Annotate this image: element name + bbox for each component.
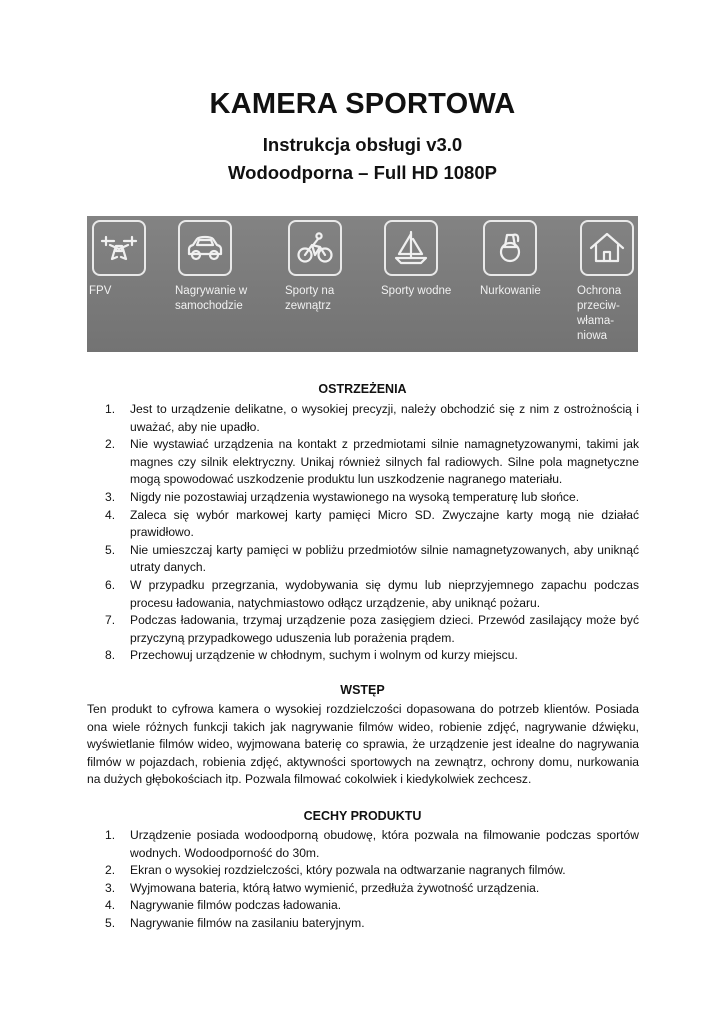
feature-label: Nagrywanie w samochodzie bbox=[175, 285, 248, 312]
feature-diving bbox=[478, 216, 568, 352]
car-icon bbox=[178, 220, 232, 276]
list-item: 6. W przypadku przegrzania, wydobywania się dymu lub nieprzyjemnego zapachu podczas procesu ładowania, natychmiastowo odłącz urządzenie, aby uniknąć pożaru. bbox=[105, 577, 639, 610]
manual-version-subtitle: Instrukcja obsługi v3.0 bbox=[262, 134, 463, 155]
list-item: 4. Nagrywanie filmów podczas ładowania. bbox=[105, 898, 342, 913]
feature-label: Sporty wodne bbox=[381, 285, 452, 297]
bicycle-icon bbox=[288, 220, 342, 276]
feature-car bbox=[173, 216, 263, 352]
drone-icon bbox=[92, 220, 146, 276]
feature-label: FPV bbox=[89, 285, 112, 297]
feature-label: Sporty na zewnątrz bbox=[285, 285, 335, 312]
list-item: 2. Nie wystawiać urządzenia na kontakt z przedmiotami silnie namagnetyzowanymi, takimi jak magnes czy silnik elektryczny. Unikaj również silnych fal radiowych. Silne pola magnetyczne mogą spowodować uszkodzenie produktu lun uszkodzenie nagranego materiału. bbox=[105, 437, 639, 487]
intro-heading: WSTĘP bbox=[340, 683, 385, 697]
list-item: 5. Nie umieszczaj karty pamięci w pobliżu przedmiotów silnie namagnetyzowanych, aby uniknąć utraty danych. bbox=[105, 542, 639, 575]
feature-fpv bbox=[87, 216, 177, 352]
house-icon bbox=[580, 220, 634, 276]
feature-home-security bbox=[575, 216, 665, 352]
diving-mask-icon bbox=[483, 220, 537, 276]
warnings-heading: OSTRZEŻENIA bbox=[318, 382, 407, 396]
warnings-list bbox=[87, 401, 639, 665]
feature-label: Ochrona przeciw- włama- niowa bbox=[577, 285, 622, 342]
list-item: 5. Nagrywanie filmów na zasilaniu bateryjnym. bbox=[105, 915, 365, 930]
list-item: 4. Zaleca się wybór markowej karty pamięci Micro SD. Zwyczajne karty mogą nie działać prawidłowo. bbox=[105, 507, 639, 540]
list-item: 7. Podczas ładowania, trzymaj urządzenie poza zasięgiem dzieci. Przewód zasilający może być przyczyną przypadkowego uduszenia lub porażenia prądem. bbox=[105, 613, 639, 645]
intro-paragraph: Ten produkt to cyfrowa kamera o wysokiej rozdzielczości dopasowana do potrzeb klientów. Posiada ona wiele różnych funkcji takich jak nagrywanie filmów wideo, robienie zdjęć, nagrywanie dźwięku, wyświetlanie filmów wideo, wyjmowana baterię co sprawia, że urządzenie jest idealne do nagrywania filmów w pojazdach, robienia zdjęć, aktywności sportowych na zewnątrz, ochrony domu, nurkowania na dużych głębokościach itp. Pozwala filmować cokolwiek i kiedykolwiek zechcesz. bbox=[87, 702, 639, 787]
usage-banner bbox=[87, 216, 638, 352]
list-item: 8. Przechowuj urządzenie w chłodnym, suchym i wolnym od kurzy miejscu. bbox=[105, 648, 518, 663]
list-item: 1. Urządzenie posiada wodoodporną obudowę, która pozwala na filmowanie podczas sportów wodnych. Wodoodporność do 30m. bbox=[105, 828, 639, 860]
list-item: 3. Wyjmowana bateria, którą łatwo wymienić, przedłuża żywotność urządzenia. bbox=[105, 880, 540, 895]
feature-outdoor-sports bbox=[283, 216, 373, 352]
document-title: KAMERA SPORTOWA bbox=[209, 88, 516, 120]
list-item: 3. Nigdy nie pozostawiaj urządzenia wystawionego na wysoką temperaturę lub słońce. bbox=[105, 489, 580, 504]
list-item: 2. Ekran o wysokiej rozdzielczości, który pozwala na odtwarzanie nagranych filmów. bbox=[105, 863, 566, 878]
sailboat-icon bbox=[384, 220, 438, 276]
feature-label: Nurkowanie bbox=[480, 285, 541, 297]
product-spec-subtitle: Wodoodporna – Full HD 1080P bbox=[228, 162, 497, 183]
features-heading: CECHY PRODUKTU bbox=[303, 809, 422, 823]
features-list bbox=[87, 827, 639, 933]
feature-water-sports bbox=[379, 216, 469, 352]
list-item: 1. Jest to urządzenie delikatne, o wysokiej precyzji, należy obchodzić się z nim z ostrożnością i uważać, aby nie upadło. bbox=[105, 402, 639, 434]
